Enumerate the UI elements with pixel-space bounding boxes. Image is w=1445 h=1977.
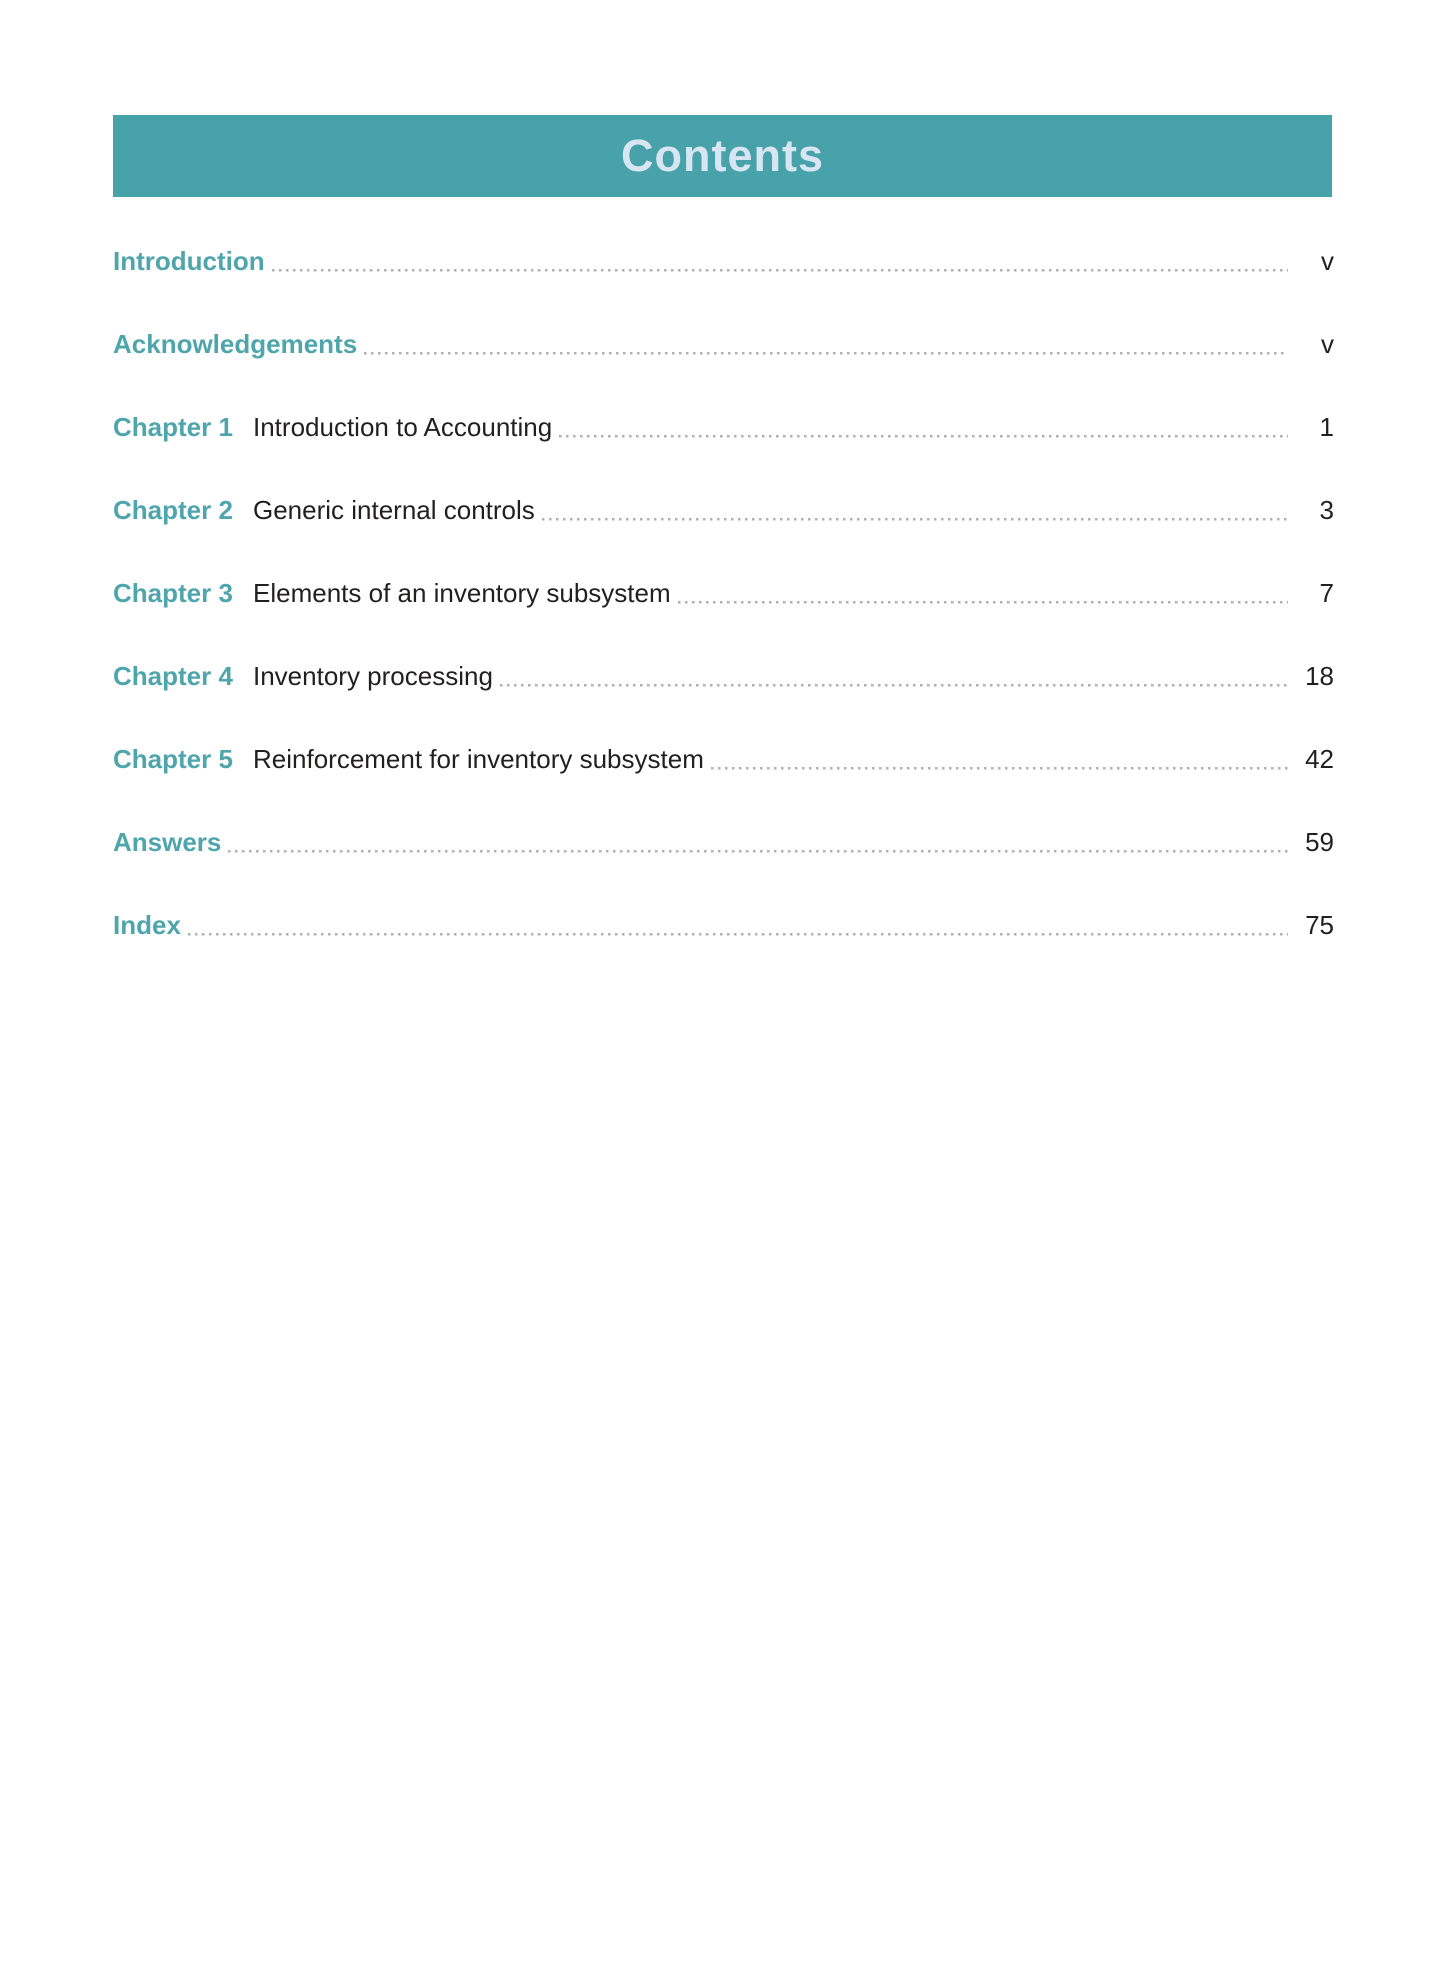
dot-leader [228,829,1288,856]
toc-entry-page: 3 [1319,495,1334,525]
toc-entry-label: Introduction [113,246,265,276]
toc-entry-label: Chapter 5 [113,744,233,774]
toc-entry-introduction [113,220,1334,303]
toc-entry-page: 18 [1305,661,1334,691]
toc-entry-title: Reinforcement for inventory subsystem [253,744,704,774]
toc-entry-label: Chapter 3 [113,578,233,608]
toc-entry-chapter-2 [113,469,1334,552]
page-title: Contents [621,130,824,181]
dot-leader [559,414,1288,441]
toc-entry-page: v [1321,246,1334,276]
dot-leader [188,912,1288,939]
toc-entry-label: Chapter 2 [113,495,233,525]
toc-entry-answers [113,801,1334,884]
dot-leader [542,497,1288,524]
toc-entry-page: v [1321,329,1334,359]
toc-list [113,220,1334,967]
toc-entry-chapter-5 [113,718,1334,801]
toc-entry-chapter-1 [113,386,1334,469]
toc-entry-title: Introduction to Accounting [253,412,553,442]
toc-entry-label: Chapter 1 [113,412,233,442]
dot-leader [711,746,1288,773]
contents-header-bar [113,115,1332,197]
toc-entry-page: 42 [1305,744,1334,774]
dot-leader [678,580,1288,607]
toc-entry-page: 75 [1305,910,1334,940]
toc-entry-label: Acknowledgements [113,329,358,359]
toc-entry-label: Answers [113,827,222,857]
dot-leader [364,331,1288,358]
dot-leader [500,663,1288,690]
toc-entry-index [113,884,1334,967]
dot-leader [272,248,1288,275]
toc-entry-page: 1 [1319,412,1334,442]
toc-entry-page: 7 [1319,578,1334,608]
toc-entry-title: Generic internal controls [253,495,535,525]
toc-entry-title: Elements of an inventory subsystem [253,578,671,608]
toc-entry-label: Chapter 4 [113,661,233,691]
toc-entry-page: 59 [1305,827,1334,857]
toc-entry-acknowledgements [113,303,1334,386]
toc-entry-chapter-4 [113,635,1334,718]
toc-entry-title: Inventory processing [253,661,493,691]
toc-entry-label: Index [113,910,181,940]
toc-entry-chapter-3 [113,552,1334,635]
